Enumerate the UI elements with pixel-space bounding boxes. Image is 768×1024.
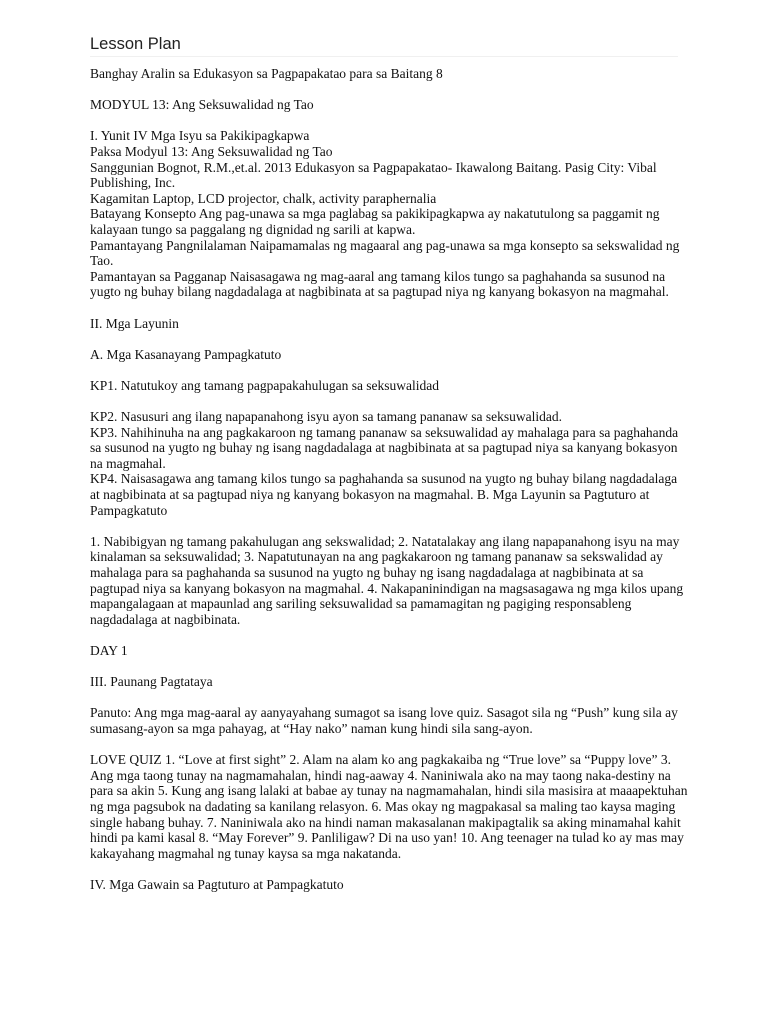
section-pretest: III. Paunang Pagtataya: [90, 674, 213, 690]
unit-line: I. Yunit IV Mga Isyu sa Pakikipagkapwa: [90, 128, 310, 144]
performance-standard-line: Pamantayan sa Pagganap Naisasagawa ng mag-aaral ang tamang kilos tungo sa paghahanda sa susunod na yugto ng buhay bilang nagdadalaga at nagbibinata at sa pagtupad niya ng kanyang bokasyon na magmahal.: [90, 268, 669, 300]
paragraph-module: MODYUL 13: Ang Seksuwalidad ng Tao: [90, 97, 314, 113]
section-objectives: II. Mga Layunin: [90, 315, 179, 331]
kp1-paragraph: KP1. Natutukoy ang tamang pagpapakahulugan sa seksuwalidad: [90, 377, 440, 393]
instructions-paragraph: Panuto: Ang mga mag-aaral ay aanyayahang sumagot sa isang love quiz. Sasagot sila ng “Push” kung sila ay sumasang-ayon sa mga pahayag, at “Hay nako” naman kung hindi sila sang-ayon.: [90, 705, 678, 736]
kp2-line: KP2. Nasusuri ang ilang napapanahong isyu ayon sa tamang pananaw sa seksuwalidad.: [90, 409, 563, 425]
paragraph-title: Banghay Aralin sa Edukasyon sa Pagpapakatao para sa Baitang 8: [90, 66, 443, 81]
concept-line: Batayang Konsepto Ang pag-unawa sa mga paglabag sa pakikipagkapwa ay nakatutulong sa paggamit ng kalayaan tungo sa paggalang ng dignidad ng sarili at kapwa.: [90, 206, 660, 237]
kp-block: [90, 409, 690, 518]
document-header: [90, 34, 678, 57]
section-activities: IV. Mga Gawain sa Pagtuturo at Pampagkatuto: [90, 876, 344, 892]
document-body: [90, 66, 690, 908]
reference-line: Sanggunian Bognot, R.M.,et.al. 2013 Edukasyon sa Pagpapakatao- Ikawalong Baitang. Pasig City: Vibal Publishing, Inc.: [90, 159, 657, 191]
objectives-list-paragraph: 1. Nabibigyan ng tamang pakahulugan ang sekswalidad; 2. Natatalakay ang ilang napapanahong isyu na may kinalaman sa seksuwalidad; 3. Napatutunayan na ang pagkakaroon ng tamang pananaw sa sekswalidad ay mahalaga para sa paghahanda sa susunod na yugto ng buhay ng isang nagdadalaga at nagbibinata at sa pagtupad niya sa kanyang bokasyon na magmahal. 4. Nakapaninindigan na magsasagawa ng mga kilos upang mapangalagaan at mapaunlad ang sariling seksuwalidad sa pamamagitan ng pagiging responsableng nagdadalaga at nagbibinata.: [90, 533, 684, 627]
kp4-line: KP4. Naisasagawa ang tamang kilos tungo sa paghahanda sa susunod na yugto ng buhay bilang nagdadalaga at nagbibinata at sa pagtupad niya ng kanyang bokasyon na magmahal. B. Mga Layunin sa Pagtuturo at Pampagkatuto: [90, 471, 678, 518]
subsection-skills: A. Mga Kasanayang Pampagkatuto: [90, 346, 282, 362]
day-label: DAY 1: [90, 642, 128, 658]
topic-line: Paksa Modyul 13: Ang Seksuwalidad ng Tao: [90, 143, 333, 159]
document-title: Lesson Plan: [90, 35, 181, 53]
materials-line: Kagamitan Laptop, LCD projector, chalk, activity paraphernalia: [90, 190, 437, 206]
kp3-line: KP3. Nahihinuha na ang pagkakaroon ng tamang pananaw sa seksuwalidad ay mahalaga para sa paghahanda sa susunod na yugto ng buhay ng isang nagdadalaga at nagbibinata at sa pagtupad niya sa kanyang bokasyon na magmahal.: [90, 424, 679, 471]
unit-block: [90, 128, 690, 300]
love-quiz-paragraph: LOVE QUIZ 1. “Love at first sight” 2. Alam na alam ko ang pagkakaiba ng “True love” sa “Puppy love” 3. Ang mga taong tunay na nagmamahalan, hindi nag-aaway 4. Naniniwala ako na may taong naka-destiny na para sa akin 5. Kung ang isang lalaki at babae ay tunay na nagmamahalan, hindi sila masisira at maaapektuhan ng mga pagsubok na dadating sa kanilang relasyon. 6. Mas okay ng magpakasal sa maling tao kaysa maging single habang buhay. 7. Naniniwala ako na hindi naman makasalanan makipagtalik sa aking minamahal kahit hindi pa kami kasal 8. “May Forever” 9. Panliligaw? Di na uso yan! 10. Ang teenager na tulad ko ay mas may kakayahang magmahal ng tunay kaysa sa mga nakatanda.: [90, 752, 688, 861]
content-standard-line: Pamantayang Pangnilalaman Naipamamalas ng magaaral ang pag-unawa sa mga konsepto sa sekswalidad ng Tao.: [90, 237, 680, 269]
